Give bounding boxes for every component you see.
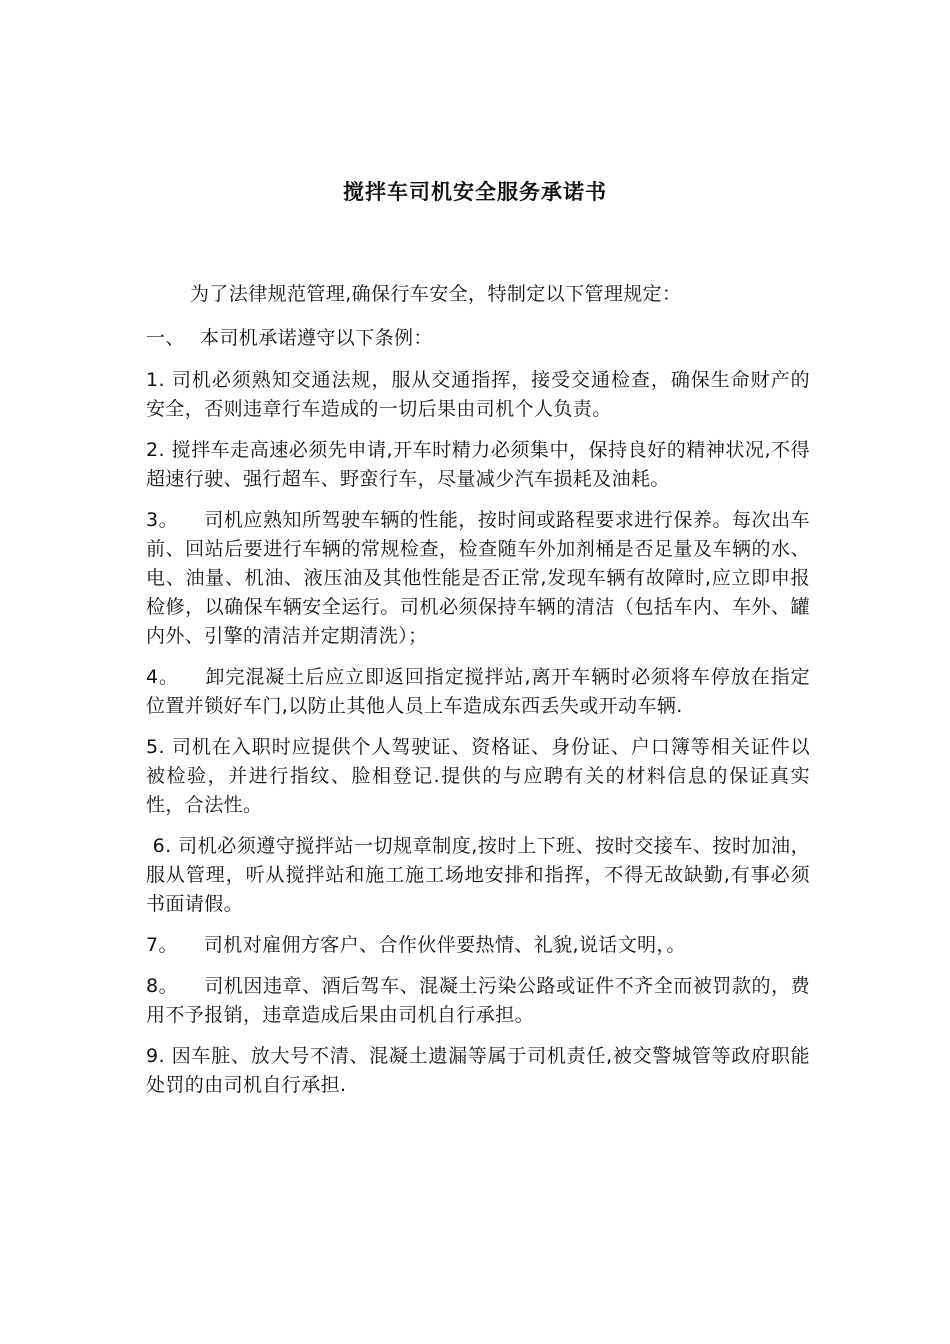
rule-text: 卸完混凝土后应立即返回指定搅拌站,离开车辆时必须将车停放在指定位置并锁好车门,以防止其他人员上车造成东西丢失或开动车辆. (146, 666, 810, 717)
rule-text: 司机对雇佣方客户、合作伙伴要热情、礼貌,说话文明，。 (203, 934, 686, 956)
rule-item-9 (146, 1042, 810, 1100)
rule-text: 司机在入职时应提供个人驾驶证、资格证、身份证、户口簿等相关证件以被检验，并进行指纹、脸相登记.提供的与应聘有关的材料信息的保证真实性，合法性。 (146, 736, 810, 816)
intro-paragraph: 为了法律规范管理,确保行车安全，特制定以下管理规定： (190, 283, 682, 305)
rule-number: 6. (152, 835, 172, 857)
rule-item-6 (146, 832, 810, 919)
rule-number: 4。 (146, 666, 179, 688)
rule-number: 2. (146, 439, 165, 461)
rule-number: 3。 (146, 509, 179, 531)
rule-number: 9. (146, 1045, 165, 1067)
rule-item-4 (146, 663, 810, 721)
rule-item-3 (146, 506, 810, 651)
section-number: 一、 (146, 327, 185, 349)
rule-text: 搅拌车走高速必须先申请,开车时精力必须集中，保持良好的精神状况,不得超速行驶、强行超车、野蛮行车，尽量减少汽车损耗及油耗。 (146, 439, 810, 490)
rule-text: 司机应熟知所驾驶车辆的性能，按时间或路程要求进行保养。每次出车前、回站后要进行车辆的常规检查，检查随车外加剂桶是否足量及车辆的水、电、油量、机油、液压油及其他性能是否正常,发现车辆有故障时,应立即申报检修，以确保车辆安全运行。司机必须保持车辆的清洁（包括车内、车外、罐内外、引擎的清洁并定期清洗）； (146, 509, 811, 647)
rule-text: 司机必须熟知交通法规，服从交通指挥，接受交通检查，确保生命财产的安全，否则违章行车造成的一切后果由司机个人负责。 (146, 369, 810, 420)
rule-text: 司机必须遵守搅拌站一切规章制度,按时上下班、按时交接车、按时加油，服从管理，听从搅拌站和施工施工场地安排和指挥，不得无故缺勤,有事必须书面请假。 (146, 835, 810, 915)
rule-number: 7。 (146, 934, 178, 956)
rule-item-7 (146, 931, 810, 960)
section-title: 本司机承诺遵守以下条例： (200, 327, 433, 349)
rule-item-2 (146, 436, 810, 494)
rule-text: 司机因违章、酒后驾车、混凝土污染公路或证件不齐全而被罚款的，费用不予报销，违章造成后果由司机自行承担。 (146, 975, 811, 1026)
rule-item-5 (146, 733, 810, 820)
rule-number: 5. (146, 736, 165, 758)
rule-item-1 (146, 366, 810, 424)
rule-number: 8。 (146, 975, 179, 997)
rule-item-8 (146, 972, 810, 1030)
rule-text: 因车脏、放大号不清、混凝土遗漏等属于司机责任,被交警城管等政府职能处罚的由司机自行承担. (146, 1045, 810, 1096)
rule-number: 1. (146, 369, 165, 391)
rules-list (146, 366, 810, 1112)
document-title: 搅拌车司机安全服务承诺书 (343, 180, 607, 204)
section-heading (146, 324, 810, 353)
